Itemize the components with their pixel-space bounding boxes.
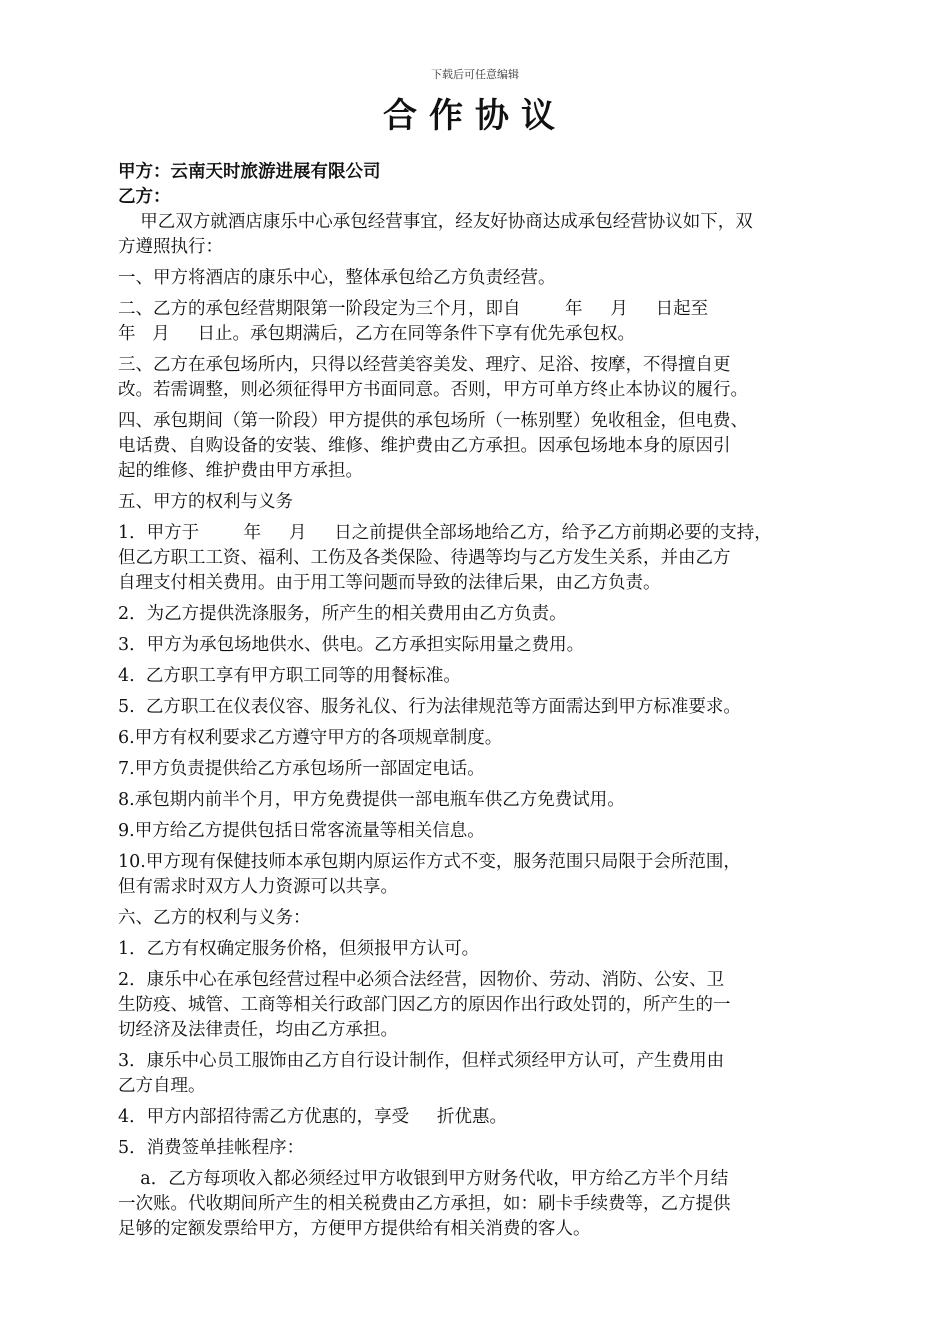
clause-paragraph xyxy=(118,266,840,291)
document-title: 合作协议 xyxy=(383,96,567,136)
clause-paragraph xyxy=(118,937,840,962)
party-b: 乙方： xyxy=(118,187,171,207)
clause-paragraph xyxy=(118,906,840,931)
clause-line: 8.承包期内前半个月，甲方免费提供一部电瓶车供乙方免费试用。 xyxy=(118,790,625,810)
clause-paragraph xyxy=(118,1105,840,1130)
clause-line: 5. 乙方职工在仪表仪容、服务礼仪、行为法律规范等方面需达到甲方标准要求。 xyxy=(118,697,741,717)
clause-line: 7.甲方负责提供给乙方承包场所一部固定电话。 xyxy=(118,759,485,779)
party-a: 甲方：云南天时旅游进展有限公司 xyxy=(118,162,381,182)
clause-line: 2．为乙方提供洗涤服务，所产生的相关费用由乙方负责。 xyxy=(118,604,567,624)
clause-line: 但乙方职工工资、福利、工伤及各类保险、待遇等均与乙方发生关系，并由乙方 xyxy=(118,548,731,568)
clause-line: 五、甲方的权利与义务 xyxy=(118,492,293,512)
clause-line: 甲乙双方就酒店康乐中心承包经营事宜，经友好协商达成承包经营协议如下，双 xyxy=(118,212,753,232)
clause-line: 起的维修、维护费由甲方承担。 xyxy=(118,461,363,481)
clause-line: 改。若需调整，则必须征得甲方书面同意。否则，甲方可单方终止本协议的履行。 xyxy=(118,380,748,400)
clause-paragraph xyxy=(118,757,840,782)
clause-line: 3．康乐中心员工服饰由乙方自行设计制作，但样式须经甲方认可，产生费用由 xyxy=(118,1051,725,1071)
clause-paragraph xyxy=(118,664,840,689)
clause-line: 6.甲方有权利要求乙方遵守甲方的各项规章制度。 xyxy=(118,728,503,748)
clause-line: 2．康乐中心在承包经营过程中必须合法经营，因物价、劳动、消防、公安、卫 xyxy=(118,970,725,990)
clause-line: 二、乙方的承包经营期限第一阶段定为三个月，即自 年 月 日起至 xyxy=(118,299,709,319)
clause-paragraph xyxy=(118,210,840,260)
clause-paragraph xyxy=(118,788,840,813)
clause-line: 5．消费签单挂帐程序： xyxy=(118,1138,305,1158)
clause-line: 1．乙方有权确定服务价格，但须报甲方认可。 xyxy=(118,939,480,959)
clause-paragraph xyxy=(118,695,840,720)
clause-line: 一、甲方将酒店的康乐中心，整体承包给乙方负责经营。 xyxy=(118,268,556,288)
clause-line: 4. 乙方职工享有甲方职工同等的用餐标准。 xyxy=(118,666,461,686)
clause-line: 但有需求时双方人力资源可以共享。 xyxy=(118,877,398,897)
clause-line: a．乙方每项收入都必须经过甲方收银到甲方财务代收，甲方给乙方半个月结 xyxy=(118,1169,729,1189)
clause-paragraph xyxy=(118,850,840,900)
clause-line: 切经济及法律责任，均由乙方承担。 xyxy=(118,1020,398,1040)
clause-paragraph xyxy=(118,633,840,658)
clause-line: 四、承包期间（第一阶段）甲方提供的承包场所（一栋别墅）免收租金，但电费、 xyxy=(118,411,748,431)
header-note: 下载后可任意编辑 xyxy=(431,68,519,81)
clause-line: 六、乙方的权利与义务： xyxy=(118,908,311,928)
clause-paragraph xyxy=(118,409,840,484)
clauses xyxy=(118,210,840,1242)
clause-line: 一次账。代收期间所产生的相关税费由乙方承担，如：刷卡手续费等，乙方提供 xyxy=(118,1194,731,1214)
clause-line: 自理支付相关费用。由于用工等问题而导致的法律后果，由乙方负责。 xyxy=(118,573,661,593)
clause-paragraph xyxy=(118,1049,840,1099)
clause-line: 乙方自理。 xyxy=(118,1076,206,1096)
clause-line: 9.甲方给乙方提供包括日常客流量等相关信息。 xyxy=(118,821,485,841)
clause-paragraph xyxy=(118,490,840,515)
clause-paragraph xyxy=(118,968,840,1043)
clause-paragraph xyxy=(118,726,840,751)
clause-line: 10.甲方现有保健技师本承包期内原运作方式不变，服务范围只局限于会所范围， xyxy=(118,852,741,872)
clause-line: 3．甲方为承包场地供水、供电。乙方承担实际用量之费用。 xyxy=(118,635,585,655)
clause-line: 1．甲方于 年 月 日之前提供全部场地给乙方，给予乙方前期必要的支持， xyxy=(118,523,772,543)
clause-paragraph xyxy=(118,1136,840,1161)
clause-paragraph xyxy=(118,1167,840,1242)
clause-line: 电话费、自购设备的安装、维修、维护费由乙方承担。因承包场地本身的原因引 xyxy=(118,436,731,456)
clause-line: 4．甲方内部招待需乙方优惠的，享受 折优惠。 xyxy=(118,1107,507,1127)
clause-line: 三、乙方在承包场所内，只得以经营美容美发、理疗、足浴、按摩，不得擅自更 xyxy=(118,355,731,375)
clause-paragraph xyxy=(118,602,840,627)
clause-line: 方遵照执行： xyxy=(118,237,223,257)
clause-line: 年 月 日止。承包期满后，乙方在同等条件下享有优先承包权。 xyxy=(118,324,635,344)
clause-paragraph xyxy=(118,297,840,347)
clause-paragraph xyxy=(118,521,840,596)
clause-line: 足够的定额发票给甲方，方便甲方提供给有相关消费的客人。 xyxy=(118,1219,591,1239)
clause-paragraph xyxy=(118,353,840,403)
clause-paragraph xyxy=(118,819,840,844)
clause-line: 生防疫、城管、工商等相关行政部门因乙方的原因作出行政处罚的，所产生的一 xyxy=(118,995,731,1015)
document-body xyxy=(118,160,840,1242)
